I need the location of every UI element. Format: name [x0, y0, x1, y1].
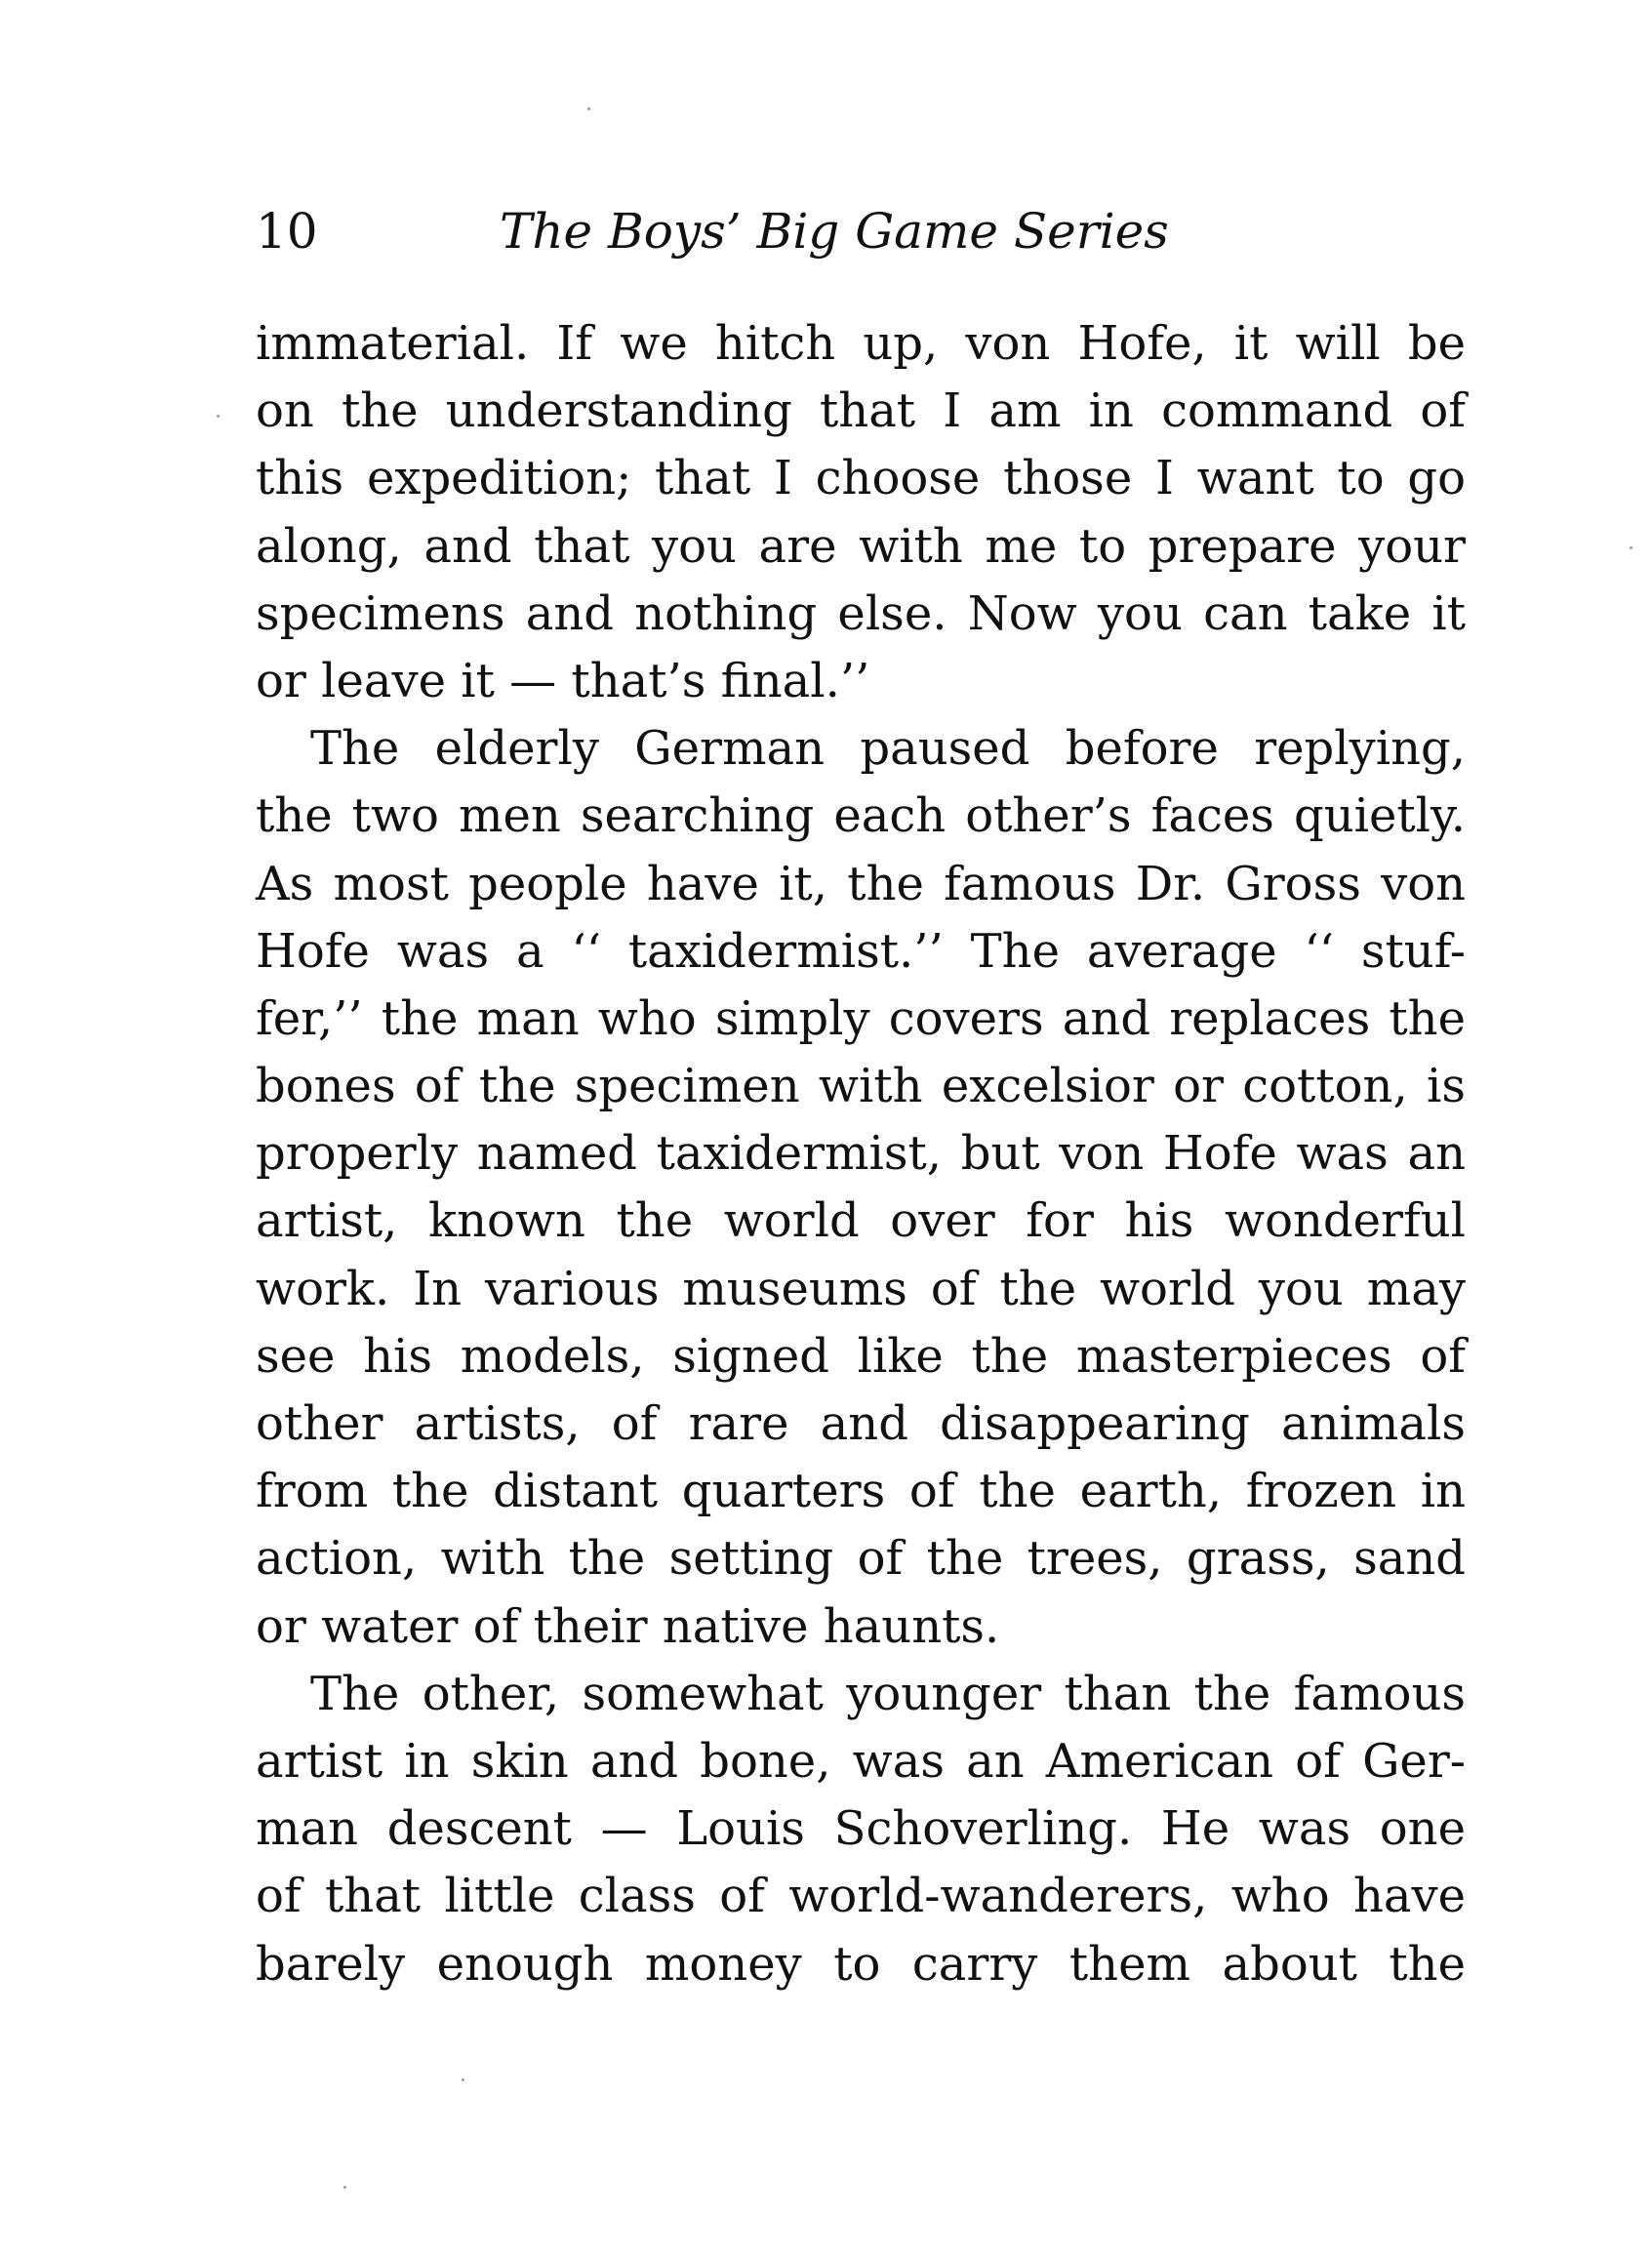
text-line: man descent — Louis Schoverling. He was one: [256, 1801, 1466, 1857]
paper-speck: [587, 107, 590, 110]
text-line: or leave it — that’s final.’’: [256, 653, 870, 708]
text-line: action, with the setting of the trees, grass, sand: [256, 1531, 1466, 1587]
body-text: [256, 310, 1466, 1998]
running-head: [256, 197, 1466, 265]
text-line: of that little class of world-wanderers, who have: [256, 1869, 1466, 1924]
text-line: or water of their native haunts.: [256, 1598, 1000, 1654]
text-line: As most people have it, the famous Dr. Gross von: [256, 856, 1466, 911]
running-title: The Boys’ Big Game Series: [500, 203, 1169, 260]
text-line: bones of the specimen with excelsior or cotton, is: [256, 1059, 1466, 1114]
page-number: 10: [256, 203, 318, 260]
text-line: specimens and nothing else. Now you can take it: [256, 585, 1466, 641]
paper-speck: [1630, 546, 1632, 549]
text-line: this expedition; that I choose those I want to go: [256, 451, 1466, 506]
paper-speck: [462, 2078, 464, 2081]
paper-speck: [343, 2186, 346, 2189]
paper-speck: [217, 415, 220, 418]
text-line: the two men searching each other’s faces quietly.: [256, 788, 1466, 844]
text-line: The other, somewhat younger than the famous: [310, 1666, 1466, 1721]
text-line: artist, known the world over for his wonderful: [256, 1193, 1466, 1249]
text-line: along, and that you are with me to prepare your: [256, 518, 1466, 574]
text-line: see his models, signed like the masterpieces of: [256, 1328, 1466, 1384]
text-line: The elderly German paused before replying,: [310, 721, 1466, 777]
text-line: immaterial. If we hitch up, von Hofe, it will be: [256, 316, 1466, 371]
text-line: properly named taxidermist, but von Hofe was an: [256, 1126, 1466, 1182]
text-line: barely enough money to carry them about the: [256, 1936, 1466, 1992]
text-line: other artists, of rare and disappearing animals: [256, 1396, 1466, 1451]
text-line: artist in skin and bone, was an American of Ger-: [256, 1733, 1466, 1789]
text-line: on the understanding that I am in command of: [256, 383, 1466, 439]
text-line: fer,’’ the man who simply covers and replaces the: [256, 990, 1466, 1046]
text-line: work. In various museums of the world you may: [256, 1261, 1466, 1316]
text-line: Hofe was a ‘‘ taxidermist.’’ The average ‘‘ stuf-: [256, 923, 1466, 979]
text-line: from the distant quarters of the earth, frozen in: [256, 1464, 1466, 1519]
